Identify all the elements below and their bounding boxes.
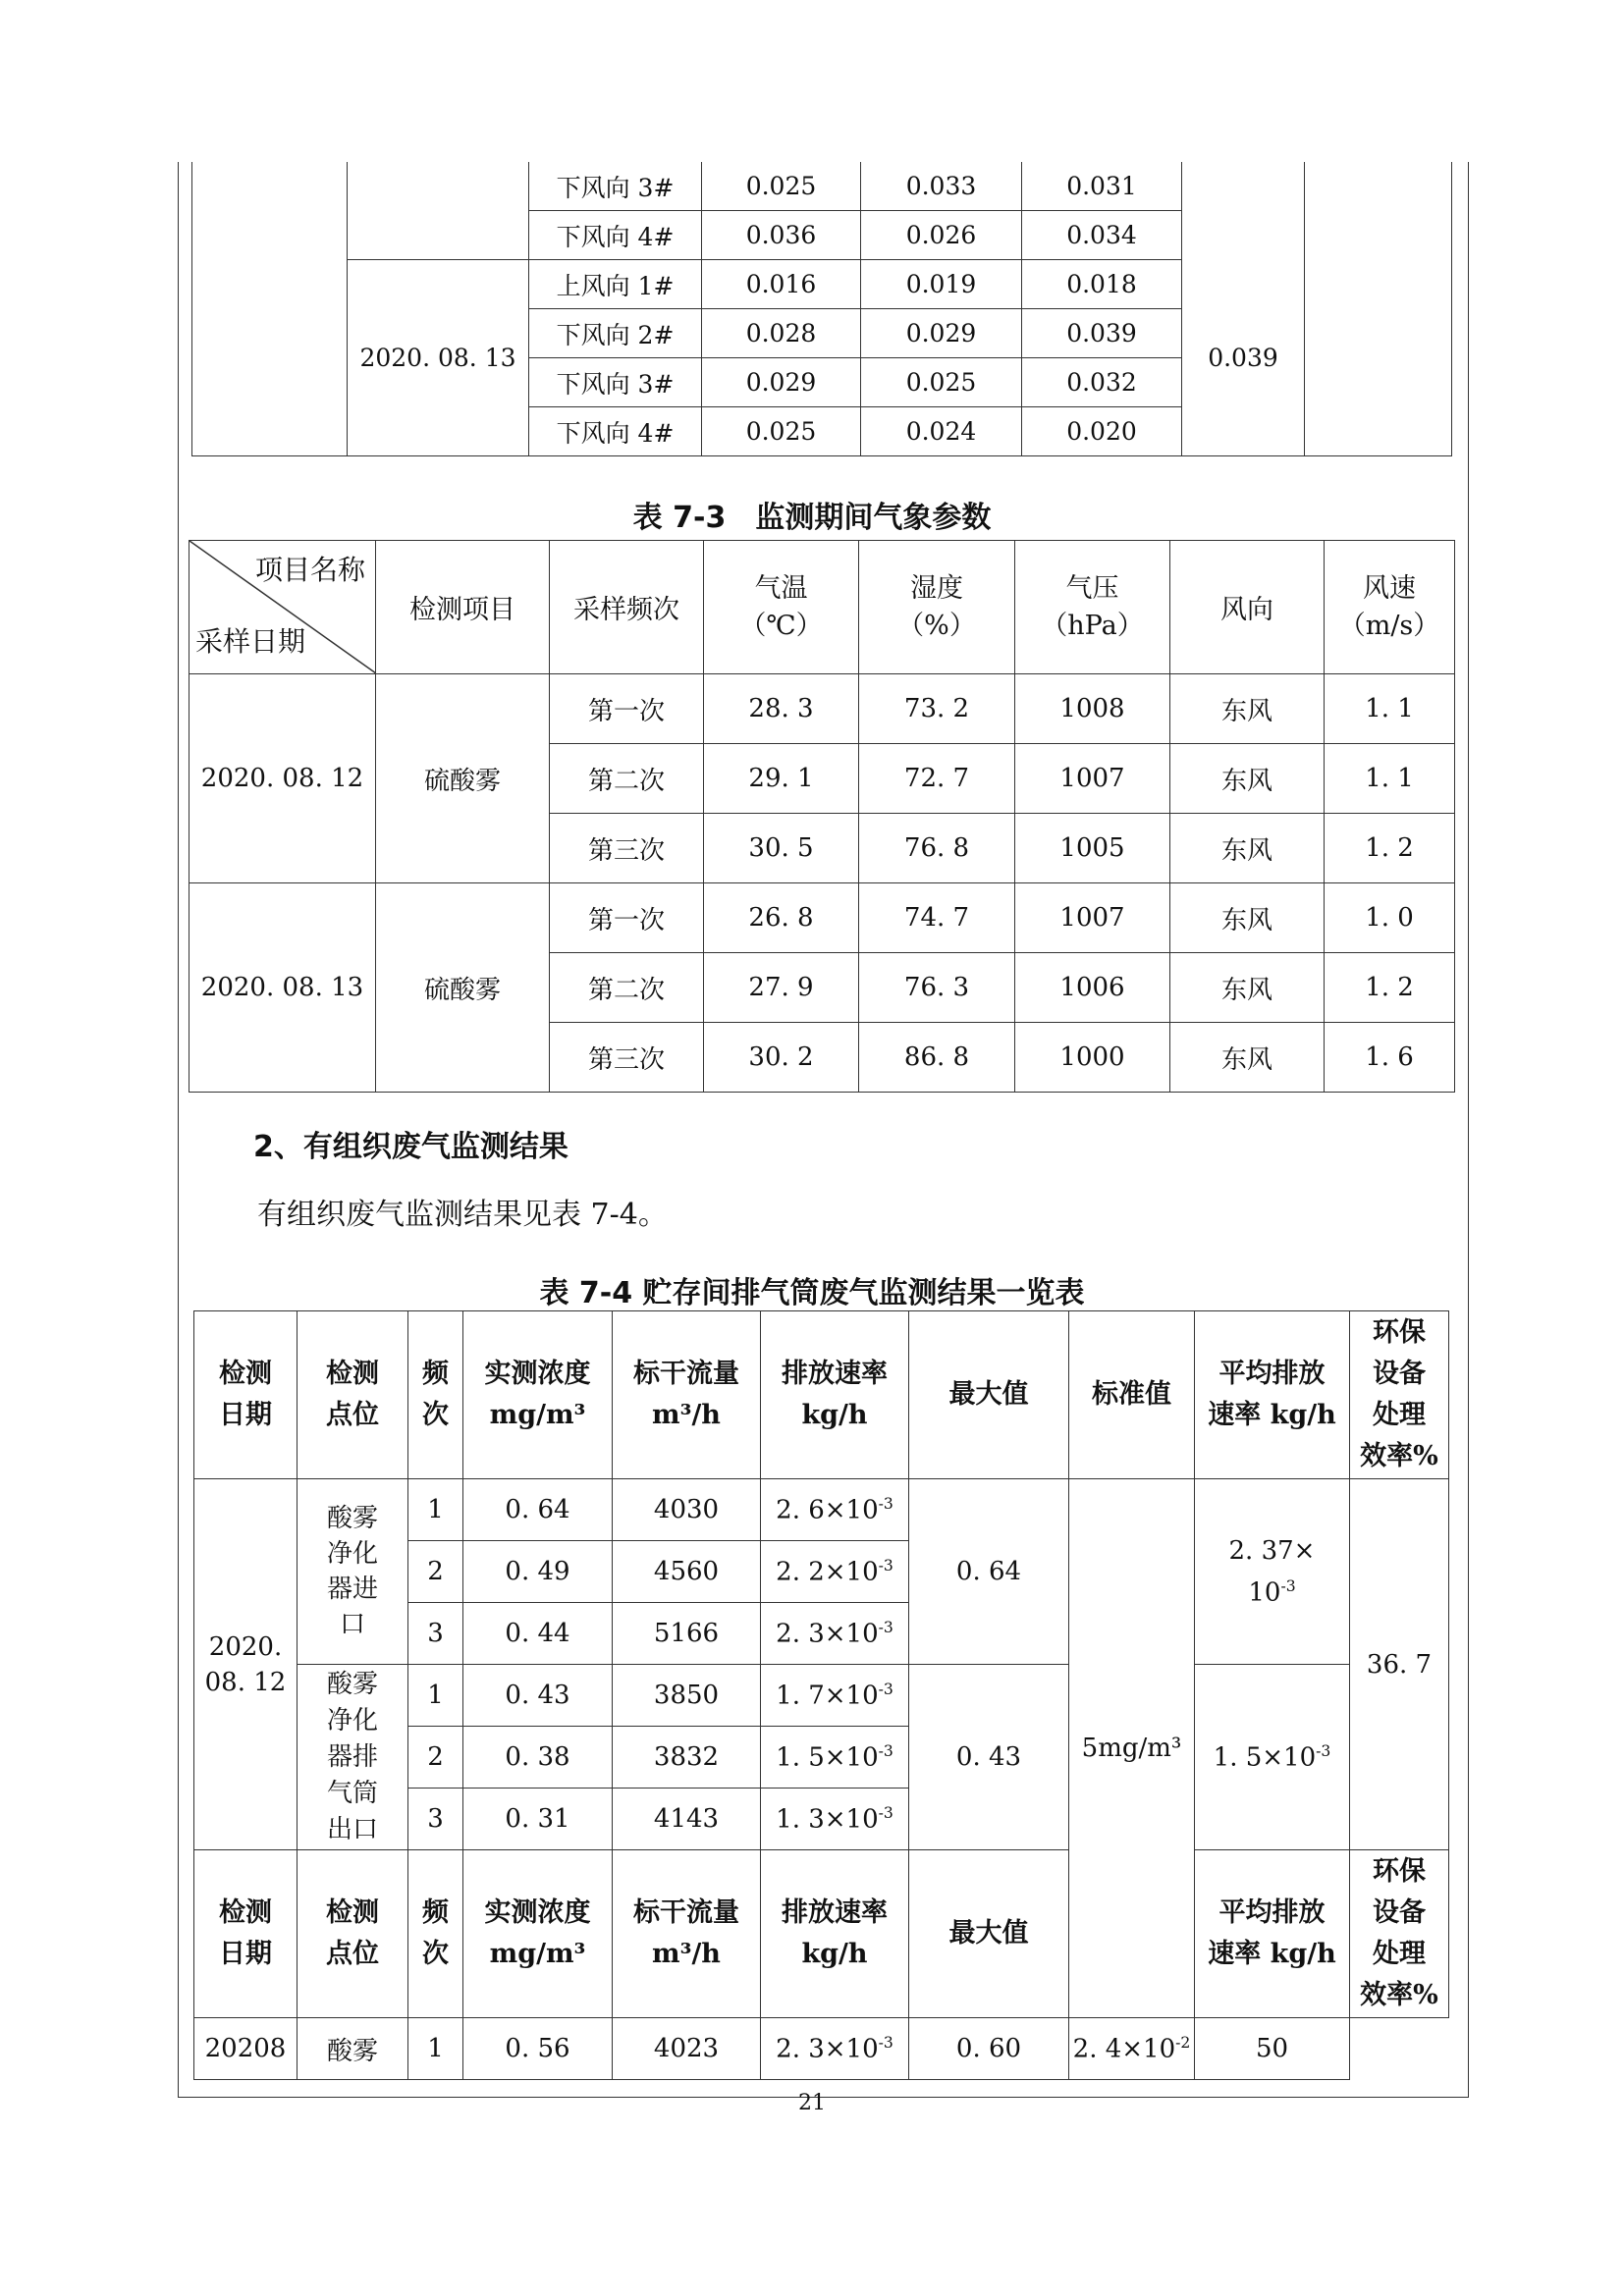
header-flow-a: 标干流量: [633, 1897, 739, 1928]
header-point-b: 点位: [326, 1400, 379, 1430]
wind-dir-cell: 东风: [1170, 814, 1325, 883]
rate-exp: -3: [878, 1741, 893, 1760]
value-cell: 0.018: [1022, 260, 1182, 309]
value-cell: 0.028: [702, 309, 861, 358]
value-cell: 0.039: [1022, 309, 1182, 358]
header-rate-b: kg/h: [801, 1400, 868, 1430]
humidity-cell: 76. 8: [859, 814, 1015, 883]
freq-cell: 1: [408, 1479, 463, 1541]
humidity-cell: 73. 2: [859, 674, 1015, 744]
freq-cell: 第二次: [550, 744, 704, 814]
header-flow-a: 标干流量: [633, 1359, 739, 1389]
table-caption-7-4: 表 7-4 贮存间排气筒废气监测结果一览表: [539, 1276, 1085, 1310]
wind-dir-cell: 东风: [1170, 1023, 1325, 1093]
table-row: [189, 674, 1455, 744]
header-cell: [859, 541, 1015, 674]
header-cell: [704, 541, 859, 674]
header-freq-b: 次: [422, 1400, 449, 1430]
header-cell: [463, 1311, 613, 1479]
point-line: 出口: [326, 1814, 378, 1844]
header-pressure-unit: （hPa）: [1041, 610, 1144, 641]
header-cell: [613, 1850, 761, 2018]
rate-base: 1. 5×10: [776, 1742, 879, 1773]
temp-cell: 27. 9: [704, 953, 859, 1023]
humidity-cell: 76. 3: [859, 953, 1015, 1023]
page-number: 21: [798, 2091, 826, 2115]
rate-cell: [761, 1541, 909, 1603]
avg-exp: -3: [1280, 1576, 1296, 1595]
rate-exp: -3: [878, 1618, 893, 1636]
table-caption-7-3: 表 7-3 监测期间气象参数: [632, 501, 992, 535]
continued-table: [191, 162, 1452, 456]
header-eff-a: 环保: [1373, 1317, 1426, 1348]
rate-base: 2. 3×10: [776, 2034, 879, 2064]
header-rate-a: 排放速率: [782, 1897, 888, 1928]
weather-table: [189, 540, 1455, 1093]
header-freq-a: 频: [422, 1897, 449, 1928]
header-point-a: 检测: [326, 1897, 379, 1928]
humidity-cell: 72. 7: [859, 744, 1015, 814]
freq-cell: 3: [408, 1603, 463, 1665]
rate-cell: [761, 1727, 909, 1789]
efficiency-cell: 36. 7: [1350, 1479, 1449, 1850]
header-row: [194, 1311, 1449, 1479]
header-humidity: 湿度: [910, 572, 963, 604]
header-cell: [761, 1850, 909, 2018]
point-cell: 下风向 3#: [529, 162, 702, 211]
header-freq-a: 频: [422, 1359, 449, 1389]
freq-cell: 第一次: [550, 883, 704, 953]
date-cell: 2020. 08. 12: [189, 674, 376, 883]
header-cell: [613, 1311, 761, 1479]
table-row: [192, 162, 1452, 211]
temp-cell: 28. 3: [704, 674, 859, 744]
point-cell: [298, 1665, 408, 1850]
header-cell: [194, 1850, 298, 2018]
wind-dir-cell: 东风: [1170, 883, 1325, 953]
header-cell: 风向: [1170, 541, 1325, 674]
avg-exp: -3: [1316, 1741, 1331, 1760]
value-cell: 0.029: [702, 358, 861, 407]
point-cell: 下风向 4#: [529, 211, 702, 260]
wind-speed-cell: 1. 0: [1325, 883, 1455, 953]
avg-base: 1. 5×10: [1213, 1742, 1317, 1773]
standard-cell: 5mg/m³: [1069, 1479, 1195, 2018]
header-freq-b: 次: [422, 1939, 449, 1969]
temp-cell: 26. 8: [704, 883, 859, 953]
wind-speed-cell: 1. 2: [1325, 814, 1455, 883]
rate-cell: [761, 1665, 909, 1727]
header-flow-b: m³/h: [652, 1400, 721, 1430]
point-line: 口: [339, 1610, 365, 1639]
item-cell: 硫酸雾: [376, 883, 550, 1093]
pressure-cell: 1008: [1015, 674, 1170, 744]
header-cell: [298, 1850, 408, 2018]
rate-exp: -3: [878, 1803, 893, 1822]
header-eff-b: 设备: [1373, 1897, 1426, 1928]
header-wind-speed-unit: （m/s）: [1338, 610, 1440, 641]
pressure-cell: 1007: [1015, 744, 1170, 814]
header-cell: [1015, 541, 1170, 674]
header-cell: 标准值: [1069, 1311, 1195, 1479]
value-cell: 0.033: [861, 162, 1022, 211]
header-cell: [408, 1850, 463, 2018]
header-cell: [194, 1311, 298, 1479]
header-cell: [1350, 1311, 1449, 1479]
wind-dir-cell: 东风: [1170, 953, 1325, 1023]
avg-line: [1195, 1569, 1349, 1611]
wind-speed-cell: 1. 1: [1325, 744, 1455, 814]
header-cell: 最大值: [909, 1850, 1069, 2018]
table-row: [189, 883, 1455, 953]
header-eff-d: 效率%: [1360, 1980, 1438, 2010]
header-conc-a: 实测浓度: [484, 1359, 591, 1389]
header-point-a: 检测: [326, 1359, 379, 1389]
rate-exp: -3: [878, 1556, 893, 1575]
wind-speed-cell: 1. 6: [1325, 1023, 1455, 1093]
date-cell: 2020. 08. 13: [348, 260, 529, 456]
value-cell: 0.029: [861, 309, 1022, 358]
point-cell: [298, 1479, 408, 1665]
header-item-name: 项目名称: [254, 554, 365, 586]
avg-base: 2. 4×10: [1072, 2034, 1176, 2064]
efficiency-cell: 50: [1195, 2018, 1350, 2080]
freq-cell: 1: [408, 2018, 463, 2080]
date-cell: [194, 1479, 298, 1850]
max-cell: 0. 60: [909, 2018, 1069, 2080]
header-cell: [1350, 1850, 1449, 2018]
value-cell: 0.031: [1022, 162, 1182, 211]
header-date-b: 日期: [219, 1400, 272, 1430]
table-row: [192, 260, 1452, 309]
conc-cell: 0. 64: [463, 1479, 613, 1541]
header-cell: [408, 1311, 463, 1479]
header-rate-b: kg/h: [801, 1939, 868, 1969]
header-avg-a: 平均排放: [1218, 1897, 1326, 1928]
point-line: 酸雾: [326, 1504, 378, 1533]
point-cell: 下风向 4#: [529, 407, 702, 456]
point-line: 酸雾: [326, 1669, 378, 1699]
header-humidity-unit: （%）: [897, 610, 976, 641]
header-cell: [463, 1850, 613, 2018]
pressure-cell: 1006: [1015, 953, 1170, 1023]
value-cell: 0.034: [1022, 211, 1182, 260]
freq-cell: 2: [408, 1541, 463, 1603]
value-cell: 0.036: [702, 211, 861, 260]
conc-cell: 0. 56: [463, 2018, 613, 2080]
header-conc-b: mg/m³: [489, 1939, 586, 1969]
diagonal-header-cell: [189, 541, 376, 674]
avg-base: 10: [1248, 1577, 1281, 1608]
header-pressure: 气压: [1065, 572, 1119, 604]
freq-cell: 第一次: [550, 674, 704, 744]
header-row: [194, 1850, 1449, 2018]
point-line: 气筒: [326, 1778, 378, 1808]
conc-cell: 0. 38: [463, 1727, 613, 1789]
date-cell: 2020. 08. 13: [189, 883, 376, 1093]
header-date-b: 日期: [219, 1939, 272, 1969]
wind-speed-cell: 1. 1: [1325, 674, 1455, 744]
section-heading: 2、有组织废气监测结果: [253, 1130, 568, 1164]
temp-cell: 29. 1: [704, 744, 859, 814]
freq-cell: 第三次: [550, 1023, 704, 1093]
header-avg-b: 速率 kg/h: [1208, 1939, 1336, 1969]
table-row: [194, 2018, 1449, 2080]
header-eff-c: 处理: [1373, 1400, 1426, 1430]
header-sampling-date: 采样日期: [195, 625, 306, 658]
max-cell: 0. 43: [909, 1665, 1069, 1850]
rate-exp: -3: [878, 1680, 893, 1698]
value-cell: 0.025: [702, 407, 861, 456]
wind-dir-cell: 东风: [1170, 674, 1325, 744]
date-cell: 20208: [194, 2018, 298, 2080]
header-date-a: 检测: [219, 1359, 272, 1389]
avg-exp: -2: [1175, 2033, 1191, 2052]
rate-base: 2. 6×10: [776, 1495, 879, 1525]
table-row: [194, 1665, 1449, 1727]
conc-cell: 0. 31: [463, 1789, 613, 1850]
header-wind-speed: 风速: [1363, 572, 1416, 604]
header-point-b: 点位: [326, 1939, 379, 1969]
rate-exp: -3: [878, 2033, 893, 2052]
header-cell: [1195, 1311, 1350, 1479]
rate-base: 1. 3×10: [776, 1804, 879, 1835]
header-eff-a: 环保: [1373, 1856, 1426, 1887]
point-line: 净化: [326, 1705, 378, 1735]
freq-cell: 第二次: [550, 953, 704, 1023]
header-cell: [1325, 541, 1455, 674]
humidity-cell: 74. 7: [859, 883, 1015, 953]
header-eff-d: 效率%: [1360, 1441, 1438, 1471]
header-avg-b: 速率 kg/h: [1208, 1400, 1336, 1430]
date-line: 08. 12: [204, 1667, 287, 1697]
rate-cell: [761, 1789, 909, 1850]
avg-rate-cell: [1069, 2018, 1195, 2080]
table-cell: [348, 162, 529, 260]
flow-cell: 4143: [613, 1789, 761, 1850]
flow-cell: 3850: [613, 1665, 761, 1727]
temp-cell: 30. 5: [704, 814, 859, 883]
wind-dir-cell: 东风: [1170, 744, 1325, 814]
value-cell: 0.019: [861, 260, 1022, 309]
header-cell: 最大值: [909, 1311, 1069, 1479]
value-cell: 0.025: [702, 162, 861, 211]
conc-cell: 0. 43: [463, 1665, 613, 1727]
value-cell: 0.025: [861, 358, 1022, 407]
header-eff-b: 设备: [1373, 1359, 1426, 1389]
flow-cell: 5166: [613, 1603, 761, 1665]
header-cell: [298, 1311, 408, 1479]
wind-speed-cell: 1. 2: [1325, 953, 1455, 1023]
avg-rate-cell: [1195, 1479, 1350, 1665]
freq-cell: 1: [408, 1665, 463, 1727]
header-temp: 气温: [754, 572, 808, 604]
header-row: [189, 541, 1455, 674]
point-cell: 下风向 3#: [529, 358, 702, 407]
table-cell: [1305, 162, 1452, 456]
rate-cell: [761, 2018, 909, 2080]
header-avg-a: 平均排放: [1218, 1359, 1326, 1389]
avg-rate-cell: [1195, 1665, 1350, 1850]
date-line: 2020.: [208, 1631, 283, 1662]
header-rate-a: 排放速率: [782, 1359, 888, 1389]
freq-cell: 3: [408, 1789, 463, 1850]
header-conc-b: mg/m³: [489, 1400, 586, 1430]
value-cell: 0.016: [702, 260, 861, 309]
point-line: 净化: [326, 1539, 378, 1569]
value-cell: 0.032: [1022, 358, 1182, 407]
freq-cell: 2: [408, 1727, 463, 1789]
value-cell: 0.026: [861, 211, 1022, 260]
header-cell: 采样频次: [550, 541, 704, 674]
rate-base: 2. 2×10: [776, 1557, 879, 1587]
header-date-a: 检测: [219, 1897, 272, 1928]
rate-cell: [761, 1603, 909, 1665]
conc-cell: 0. 44: [463, 1603, 613, 1665]
freq-cell: 第三次: [550, 814, 704, 883]
point-cell: 上风向 1#: [529, 260, 702, 309]
avg-line: 2. 37×: [1228, 1535, 1316, 1566]
header-temp-unit: （℃）: [739, 610, 823, 641]
max-cell: 0.039: [1182, 260, 1305, 456]
conc-cell: 0. 49: [463, 1541, 613, 1603]
table-cell: [192, 162, 348, 456]
flow-cell: 4560: [613, 1541, 761, 1603]
flow-cell: 3832: [613, 1727, 761, 1789]
temp-cell: 30. 2: [704, 1023, 859, 1093]
rate-exp: -3: [878, 1494, 893, 1513]
exhaust-table: [193, 1310, 1449, 2080]
header-cell: [761, 1311, 909, 1479]
pressure-cell: 1000: [1015, 1023, 1170, 1093]
value-cell: 0.024: [861, 407, 1022, 456]
section-paragraph: 有组织废气监测结果见表 7-4。: [257, 1198, 668, 1232]
rate-cell: [761, 1479, 909, 1541]
point-cell: 酸雾: [298, 2018, 408, 2080]
point-cell: 下风向 2#: [529, 309, 702, 358]
pressure-cell: 1005: [1015, 814, 1170, 883]
rate-base: 2. 3×10: [776, 1619, 879, 1649]
humidity-cell: 86. 8: [859, 1023, 1015, 1093]
point-line: 器排: [326, 1741, 378, 1772]
pressure-cell: 1007: [1015, 883, 1170, 953]
item-cell: 硫酸雾: [376, 674, 550, 883]
point-line: 器进: [326, 1575, 378, 1604]
max-cell: 0. 64: [909, 1479, 1069, 1665]
table-cell: [1182, 162, 1305, 260]
header-eff-c: 处理: [1373, 1939, 1426, 1969]
table-row: [194, 1479, 1449, 1541]
header-conc-a: 实测浓度: [484, 1897, 591, 1928]
header-cell: [1195, 1850, 1350, 2018]
value-cell: 0.020: [1022, 407, 1182, 456]
flow-cell: 4023: [613, 2018, 761, 2080]
header-flow-b: m³/h: [652, 1939, 721, 1969]
header-cell: 检测项目: [376, 541, 550, 674]
rate-base: 1. 7×10: [776, 1681, 879, 1711]
flow-cell: 4030: [613, 1479, 761, 1541]
